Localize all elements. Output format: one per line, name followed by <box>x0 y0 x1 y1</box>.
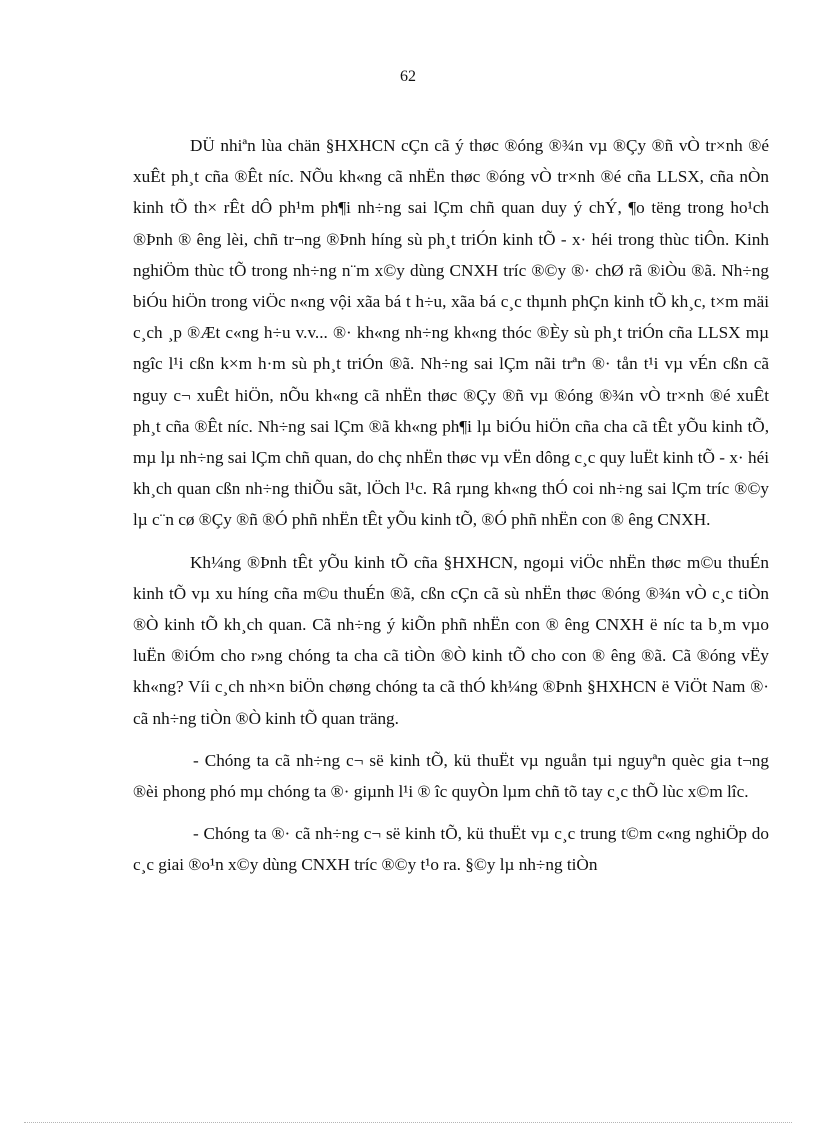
paragraph: DÜ nhiªn lùa chän §HXHCN cÇn cã ý thøc ®óng ®¾n vµ ®Çy ®ñ vÒ tr×nh ®é xuÊt ph¸t cña ®Êt níc. NÕu kh«ng cã nhËn thøc ®óng vÒ tr×nh ®é cña LLSX, cña nÒn kinh tÕ th× rÊt dÔ ph¹m ph¶i nh÷ng sai lÇm chñ quan duy ý chÝ, ¶o tëng trong ho¹ch ®Þnh ® êng lèi, chñ tr¬ng ®Þnh híng sù ph¸t triÓn kinh tÕ - x· héi trong thùc tiÔn. Kinh nghiÖm thùc tÕ trong nh÷ng n¨m x©y dùng CNXH tríc ®©y ®· chØ rã ®iÒu ®ã. Nh÷ng biÓu hiÖn trong viÖc n«ng vội xãa bá t h÷u, xãa bá c¸c thµnh phÇn kinh tÕ kh¸c, t×m mäi c¸ch ¸p ®Æt c«ng h÷u v.v... ®· kh«ng nh÷ng kh«ng thóc ®Èy sù ph¸t triÓn cña LLSX mµ ngîc l¹i cßn k×m h·m sù ph¸t triÓn ®ã. Nh÷ng sai lÇm nãi trªn ®· tån t¹i vµ vÉn cßn cã nguy c¬ xuÊt hiÖn, nÕu kh«ng cã nhËn thøc ®Çy ®ñ vµ ®óng ®¾n vÒ tr×nh ®é xuÊt ph¸t cña ®Êt níc. Nh÷ng sai lÇm ®ã kh«ng ph¶i lµ biÓu hiÖn cña cha cã tÊt yÕu kinh tÕ, mµ lµ nh÷ng sai lÇm chñ quan, do chç nhËn thøc vµ vËn dông c¸c quy luËt kinh tÕ - x· héi kh¸ch quan cßn nh÷ng thiÕu sãt, lÖch l¹c. Râ rµng kh«ng thÓ coi nh÷ng sai lÇm tríc ®©y lµ c¨n cø ®Çy ®ñ ®Ó phñ nhËn tÊt yÕu kinh tÕ, ®Ó phñ nhËn con ® êng CNXH. <box>133 136 769 530</box>
list-item: - Chóng ta cã nh÷ng c¬ së kinh tÕ, kü thuËt vµ nguån tµi nguyªn quèc gia t¬ng ®èi phong phó mµ chóng ta ®· giµnh l¹i ® îc quyÒn lµm chñ tõ tay c¸c thÕ lùc x©m lîc. <box>133 750 769 802</box>
paragraph: Kh¼ng ®Þnh tÊt yÕu kinh tÕ cña §HXHCN, ngoµi viÖc nhËn thøc m©u thuÉn kinh tÕ vµ xu híng cña m©u thuÉn ®ã, cßn cÇn cã sù nhËn thøc ®óng ®¾n vÒ c¸c tiÒn ®Ò kinh tÕ kh¸ch quan. Cã nh÷ng ý kiÕn phñ nhËn con ® êng CNXH ë níc ta b¸m vµo luËn ®iÓm cho r»ng chóng ta cha cã tiÒn ®Ò kinh tÕ cho con ® êng ®ã. Cã ®óng vËy kh«ng? Víi c¸ch nh×n biÖn chøng chóng ta cã thÓ kh¼ng ®Þnh §HXHCN ë ViÖt Nam ®· cã nh÷ng tiÒn ®Ò kinh tÕ quan träng. <box>133 552 769 728</box>
page-number: 62 <box>400 68 416 85</box>
list-item: - Chóng ta ®· cã nh÷ng c¬ së kinh tÕ, kü thuËt vµ c¸c trung t©m c«ng nghiÖp do c¸c giai ®o¹n x©y dùng CNXH tríc ®©y t¹o ra. §©y lµ nh÷ng tiÒn <box>133 824 769 875</box>
page-body <box>133 130 769 892</box>
